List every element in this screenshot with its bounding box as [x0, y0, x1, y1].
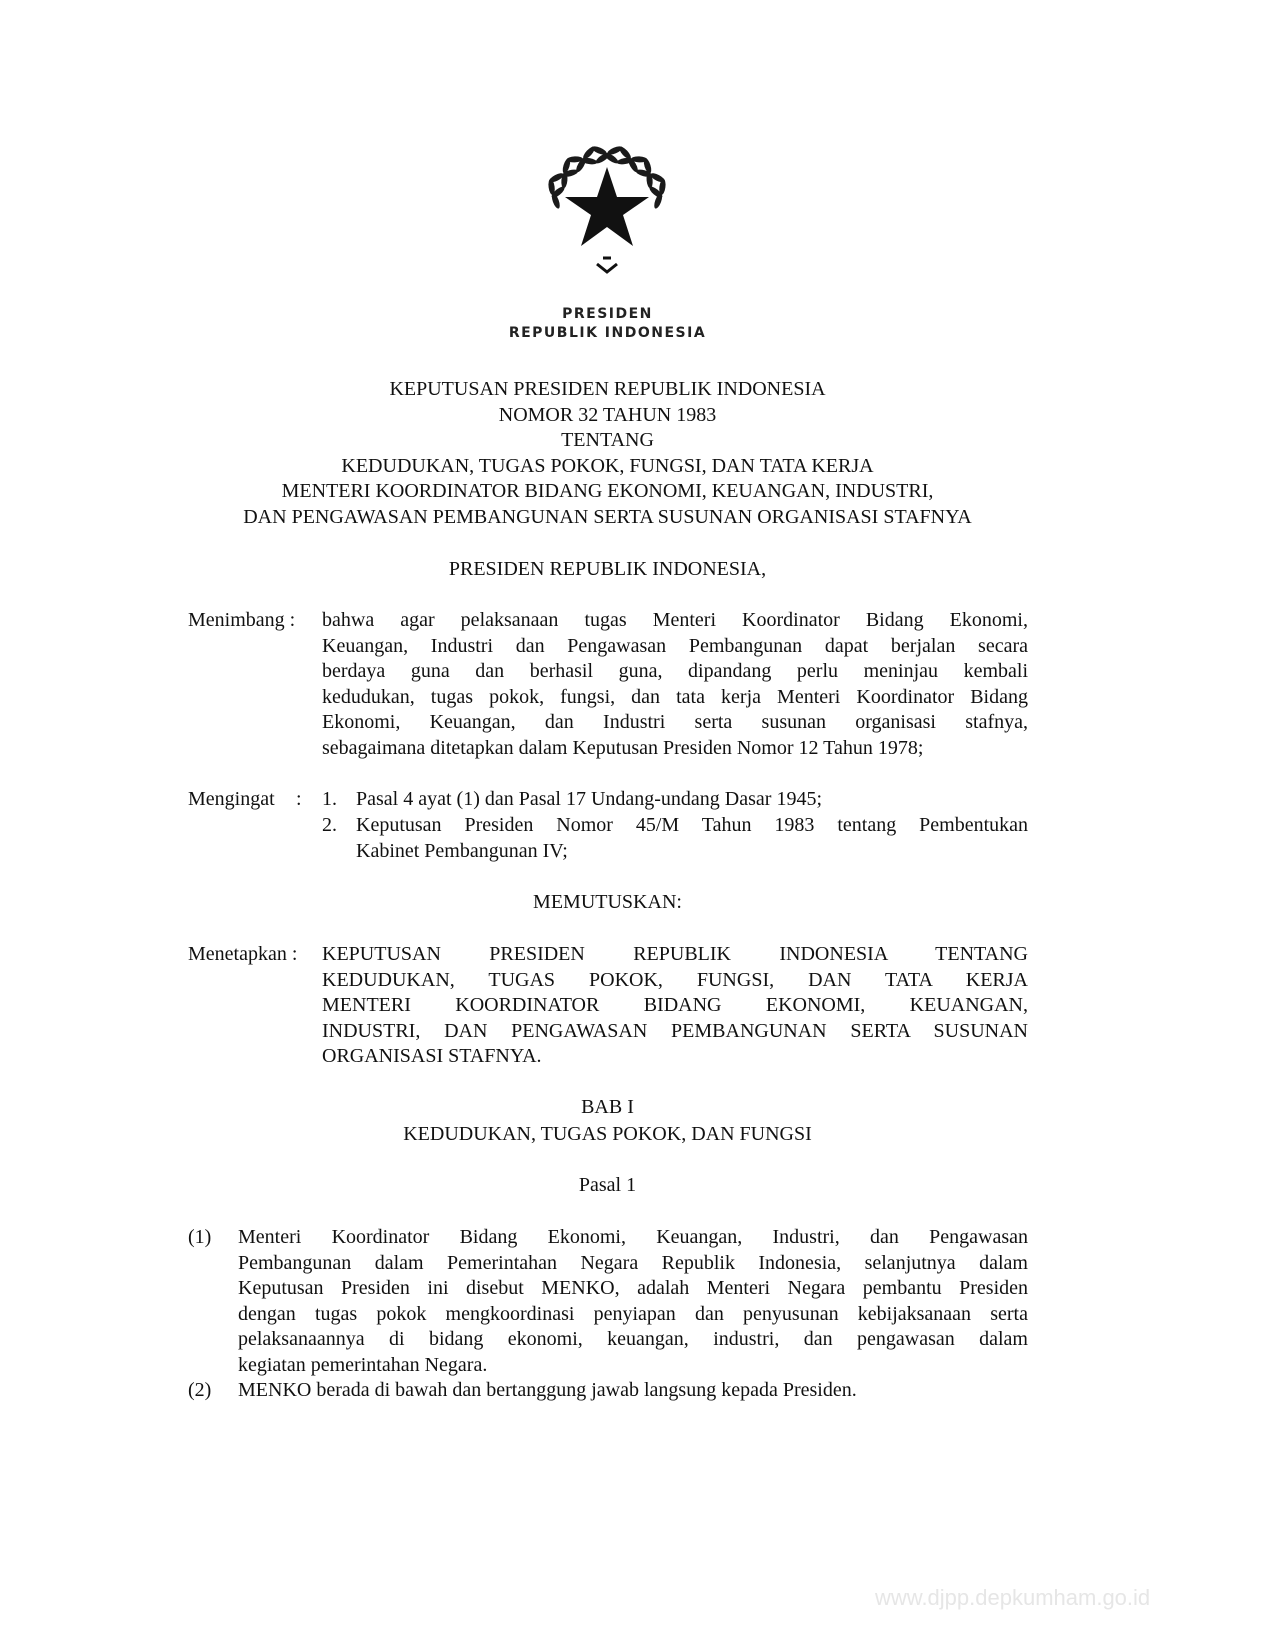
- menimbang-text: [322, 608, 1028, 762]
- bab-subtitle: KEDUDUKAN, TUGAS POKOK, DAN FUNGSI: [403, 1123, 812, 1145]
- bab-title: BAB I: [581, 1096, 634, 1118]
- emblem-caption-2: REPUBLIK INDONESIA: [508, 325, 707, 341]
- text-line: berdaya guna dan berhasil guna, dipandang perlu meninjau kembali: [322, 660, 1028, 683]
- title-line: KEDUDUKAN, TUGAS POKOK, FUNGSI, DAN TATA KERJA: [341, 454, 874, 477]
- text-line: KEDUDUKAN, TUGAS POKOK, FUNGSI, DAN TATA KERJA: [322, 968, 1028, 991]
- star-icon: [565, 167, 649, 246]
- ayat-1: [238, 1225, 1028, 1379]
- title-line: TENTANG: [561, 429, 654, 452]
- text-line: KEPUTUSAN PRESIDEN REPUBLIK INDONESIA TENTANG: [322, 943, 1028, 965]
- mengingat-item-2: [356, 813, 1028, 864]
- ayat-num-2: (2): [188, 1379, 212, 1401]
- president-heading: PRESIDEN REPUBLIK INDONESIA,: [448, 558, 767, 580]
- text-line: Menteri Koordinator Bidang Ekonomi, Keuangan, Industri, dan Pengawasan: [238, 1226, 1028, 1248]
- document-title: [0, 377, 1215, 531]
- emblem-caption-1: PRESIDEN: [562, 306, 653, 322]
- ayat-2: [238, 1378, 1028, 1404]
- text-line: kedudukan, tugas pokok, fungsi, dan tata kerja Menteri Koordinator Bidang: [322, 685, 1028, 708]
- text-line: INDUSTRI, DAN PENGAWASAN PEMBANGUNAN SERTA SUSUNAN: [322, 1019, 1028, 1042]
- wreath-leaf: [653, 192, 664, 209]
- text-line: Keputusan Presiden ini disebut MENKO, adalah Menteri Negara pembantu Presiden: [238, 1277, 1028, 1300]
- ayat-num-1: (1): [188, 1226, 212, 1248]
- text-line: MENKO berada di bawah dan bertanggung jawab langsung kepada Presiden.: [238, 1379, 857, 1401]
- text-line: Pembangunan dalam Pemerintahan Negara Republik Indonesia, selanjutnya dalam: [238, 1251, 1028, 1274]
- mengingat-item-1: [356, 787, 1028, 813]
- title-line: MENTERI KOORDINATOR BIDANG EKONOMI, KEUANGAN, INDUSTRI,: [281, 480, 934, 503]
- text-line: kegiatan pemerintahan Negara.: [238, 1353, 488, 1376]
- mengingat-colon: :: [296, 788, 302, 810]
- title-line: NOMOR 32 TAHUN 1983: [498, 403, 717, 426]
- garuda-star-wreath-emblem: [537, 140, 677, 280]
- text-line: MENTERI KOORDINATOR BIDANG EKONOMI, KEUANGAN,: [322, 994, 1028, 1017]
- title-line: KEPUTUSAN PRESIDEN REPUBLIK INDONESIA: [389, 378, 826, 400]
- mengingat-num-2: 2.: [322, 814, 337, 836]
- menetapkan-label: Menetapkan :: [188, 943, 298, 965]
- mengingat-label: Mengingat: [188, 788, 275, 810]
- menetapkan-text: [322, 942, 1028, 1070]
- mengingat-num-1: 1.: [322, 788, 337, 810]
- text-line: Ekonomi, Keuangan, dan Industri serta susunan organisasi stafnya,: [322, 711, 1028, 734]
- text-line: pelaksanaannya di bidang ekonomi, keuangan, industri, dan pengawasan dalam: [238, 1328, 1028, 1351]
- pasal-heading: Pasal 1: [578, 1174, 637, 1196]
- menimbang-label: Menimbang :: [188, 609, 296, 631]
- watermark-url: www.djpp.depkumham.go.id: [875, 1585, 1151, 1610]
- text-line: dengan tugas pokok mengkoordinasi penyiapan dan penyusunan kebijaksanaan serta: [238, 1302, 1028, 1325]
- text-line: Keputusan Presiden Nomor 45/M Tahun 1983 tentang Pembentukan: [356, 814, 1028, 836]
- text-line: sebagaimana ditetapkan dalam Keputusan Presiden Nomor 12 Tahun 1978;: [322, 736, 924, 759]
- text-line: ORGANISASI STAFNYA.: [322, 1045, 542, 1068]
- text-line: bahwa agar pelaksanaan tugas Menteri Koordinator Bidang Ekonomi,: [322, 609, 1028, 631]
- title-line: DAN PENGAWASAN PEMBANGUNAN SERTA SUSUNAN ORGANISASI STAFNYA: [243, 505, 972, 528]
- text-line: Kabinet Pembangunan IV;: [356, 839, 568, 862]
- text-line: Keuangan, Industri dan Pengawasan Pembangunan dapat berjalan secara: [322, 634, 1028, 657]
- memutuskan-heading: MEMUTUSKAN:: [533, 891, 682, 913]
- text-line: Pasal 4 ayat (1) dan Pasal 17 Undang-undang Dasar 1945;: [356, 788, 822, 810]
